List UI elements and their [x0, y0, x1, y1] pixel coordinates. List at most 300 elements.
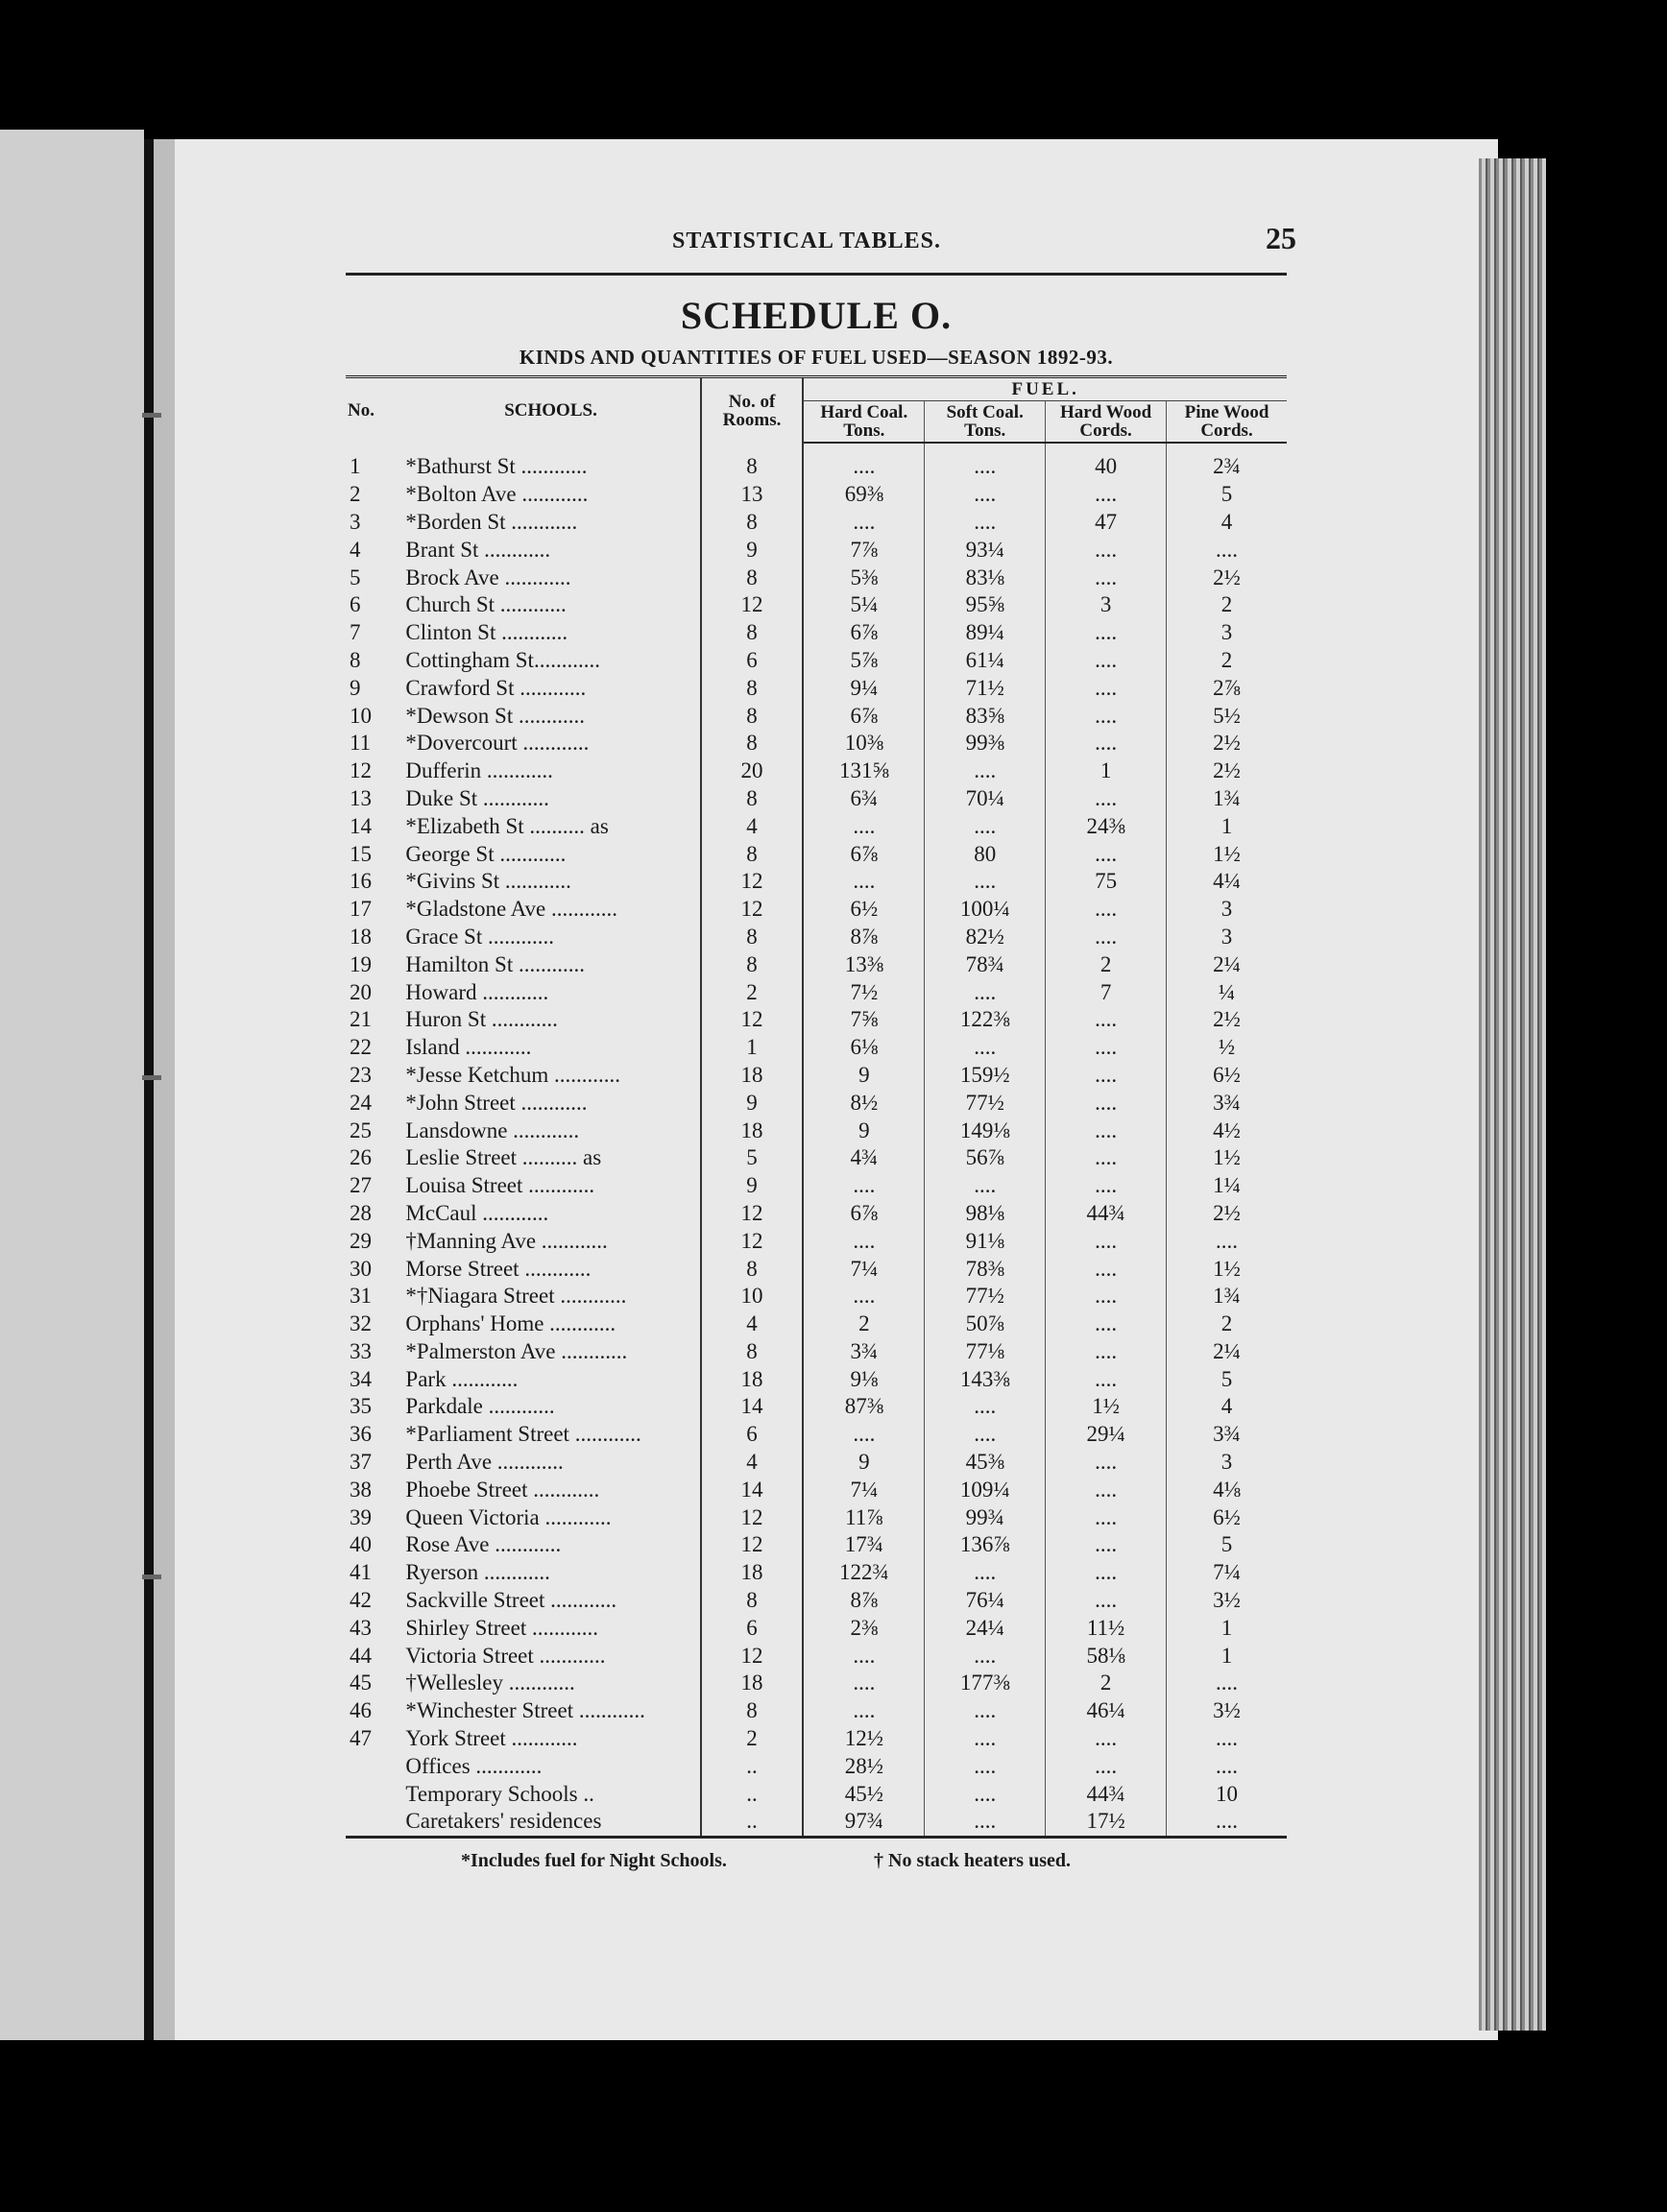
schedule-subtitle: KINDS AND QUANTITIES OF FUEL USED—SEASON 1892-93.	[519, 346, 1114, 369]
hard-coal-tons: 8⅞	[850, 1588, 879, 1613]
row-number: 18	[350, 924, 372, 949]
hard-wood-cords: ....	[1046, 840, 1167, 868]
hard-coal-tons: 122¾	[838, 1560, 889, 1585]
hard-coal-tons: 6½	[850, 897, 879, 922]
pine-wood-cords: 4¼	[1167, 868, 1287, 896]
hard-coal-tons: 7½	[850, 979, 879, 1004]
soft-coal-tons: 56⅞	[925, 1144, 1046, 1172]
soft-coal-tons: 99¾	[925, 1503, 1046, 1531]
hard-wood-cords: ....	[1046, 1365, 1167, 1393]
row-number: 33	[350, 1338, 372, 1363]
soft-coal-tons: 76¼	[925, 1587, 1046, 1615]
row-number: 47	[350, 1726, 372, 1751]
rooms-count: ..	[701, 1780, 804, 1808]
pine-wood-cords: 5	[1167, 1531, 1287, 1559]
table-row	[346, 1365, 1287, 1393]
hard-coal-tons: 9¼	[850, 675, 879, 700]
pine-wood-cords: 3¾	[1167, 1089, 1287, 1117]
hard-coal-tons: ....	[853, 1643, 876, 1668]
pine-wood-cords: 1½	[1167, 840, 1287, 868]
hard-coal-tons: ....	[853, 1671, 876, 1695]
hard-coal-tons: ....	[853, 1698, 876, 1723]
pine-wood-cords: 2	[1167, 591, 1287, 619]
pine-wood-cords: ¼	[1167, 978, 1287, 1006]
soft-coal-tons: 99⅜	[925, 730, 1046, 757]
table-row	[346, 509, 1287, 537]
table-row	[346, 564, 1287, 591]
row-number: 34	[350, 1366, 372, 1391]
school-name: *Borden St ............	[405, 509, 578, 534]
header-pine-wood: Pine Wood Cords.	[1167, 401, 1287, 444]
hard-wood-cords: 2	[1046, 950, 1167, 978]
rooms-count: 4	[701, 1449, 804, 1477]
hard-wood-cords: ....	[1046, 730, 1167, 757]
hard-coal-tons: 9	[858, 1118, 870, 1142]
hard-coal-tons: 7⅝	[850, 1007, 879, 1032]
pine-wood-cords: 10	[1167, 1780, 1287, 1808]
hard-coal-tons: 6⅞	[850, 703, 879, 728]
row-number: 45	[350, 1671, 372, 1695]
row-number	[346, 1808, 401, 1837]
soft-coal-tons: 82½	[925, 924, 1046, 951]
pine-wood-cords: 2	[1167, 647, 1287, 675]
rooms-count: 14	[701, 1393, 804, 1421]
rooms-count: 8	[701, 1697, 804, 1725]
hard-wood-cords: ....	[1046, 1255, 1167, 1283]
rooms-count: ..	[701, 1752, 804, 1780]
rooms-count: 8	[701, 924, 804, 951]
school-name: Victoria Street ............	[405, 1643, 606, 1668]
hard-wood-cords: ....	[1046, 674, 1167, 702]
hard-wood-cords: ....	[1046, 1227, 1167, 1255]
hard-wood-cords: 44¾	[1046, 1780, 1167, 1808]
row-number: 3	[350, 509, 361, 534]
soft-coal-tons: ....	[925, 1697, 1046, 1725]
soft-coal-tons: 89¼	[925, 619, 1046, 647]
table-row	[346, 812, 1287, 840]
row-number: 1	[350, 453, 361, 478]
table-row	[346, 1697, 1287, 1725]
hard-wood-cords: ....	[1046, 1752, 1167, 1780]
row-number: 17	[350, 897, 372, 922]
header-rule	[346, 273, 1287, 276]
hard-coal-tons: 7⅞	[850, 537, 879, 562]
table-row	[346, 1531, 1287, 1559]
hard-wood-cords: ....	[1046, 1338, 1167, 1366]
row-number: 38	[350, 1477, 372, 1502]
pine-wood-cords: 1	[1167, 812, 1287, 840]
soft-coal-tons: 78⅜	[925, 1255, 1046, 1283]
rooms-count: 12	[701, 868, 804, 896]
soft-coal-tons: 50⅞	[925, 1310, 1046, 1338]
hard-coal-tons: 5⅜	[850, 565, 879, 589]
rooms-count: 8	[701, 1338, 804, 1366]
row-number	[346, 1752, 401, 1780]
table-row	[346, 730, 1287, 757]
school-name: *Palmerston Ave ............	[405, 1338, 628, 1363]
hard-wood-cords: ....	[1046, 1476, 1167, 1503]
row-number: 6	[350, 592, 361, 617]
row-number: 37	[350, 1450, 372, 1475]
table-row	[346, 785, 1287, 813]
soft-coal-tons: 100¼	[925, 896, 1046, 924]
hard-coal-tons: 97¾	[844, 1809, 883, 1834]
pine-wood-cords: 3½	[1167, 1697, 1287, 1725]
hard-coal-tons: ....	[853, 509, 876, 534]
school-name: †Wellesley ............	[405, 1671, 575, 1695]
row-number: 32	[350, 1311, 372, 1336]
rooms-count: ..	[701, 1808, 804, 1837]
soft-coal-tons: ....	[925, 1642, 1046, 1670]
hard-coal-tons: 28½	[844, 1753, 883, 1778]
hard-wood-cords: ....	[1046, 1062, 1167, 1090]
table-row	[346, 1006, 1287, 1034]
hard-wood-cords: ....	[1046, 1089, 1167, 1117]
row-number: 19	[350, 951, 372, 976]
rooms-count: 4	[701, 1310, 804, 1338]
soft-coal-tons: ....	[925, 1725, 1046, 1753]
rooms-count: 12	[701, 591, 804, 619]
soft-coal-tons: 143⅜	[925, 1365, 1046, 1393]
binding-stitch	[142, 413, 161, 418]
footnote-stack-heaters: † No stack heaters used.	[874, 1849, 1071, 1871]
school-name: Huron St ............	[405, 1007, 558, 1032]
school-name: Louisa Street ............	[405, 1173, 595, 1198]
table-row	[346, 1670, 1287, 1697]
header-fuel: FUEL.	[803, 377, 1287, 401]
soft-coal-tons: ....	[925, 812, 1046, 840]
school-name: *Winchester Street ............	[405, 1698, 645, 1723]
rooms-count: 8	[701, 950, 804, 978]
hard-coal-tons: 6¾	[850, 785, 879, 810]
row-number: 10	[350, 703, 372, 728]
hard-wood-cords: 17½	[1046, 1808, 1167, 1837]
soft-coal-tons: 93¼	[925, 536, 1046, 564]
soft-coal-tons: 91⅛	[925, 1227, 1046, 1255]
hard-wood-cords: 1½	[1046, 1393, 1167, 1421]
hard-coal-tons: 2	[858, 1311, 870, 1336]
row-number: 24	[350, 1090, 372, 1115]
school-name: Duke St ............	[405, 785, 549, 810]
pine-wood-cords: 1¼	[1167, 1172, 1287, 1200]
row-number: 13	[350, 785, 372, 810]
school-name: Crawford St ............	[405, 675, 587, 700]
rooms-count: 8	[701, 564, 804, 591]
hard-wood-cords: ....	[1046, 1006, 1167, 1034]
hard-coal-tons: ....	[853, 1422, 876, 1447]
row-number: 43	[350, 1615, 372, 1640]
hard-wood-cords: ....	[1046, 1117, 1167, 1144]
hard-coal-tons: 6⅞	[850, 841, 879, 866]
school-name: *Dovercourt ............	[405, 731, 590, 756]
soft-coal-tons: 83⅛	[925, 564, 1046, 591]
rooms-count: 13	[701, 481, 804, 509]
soft-coal-tons: ....	[925, 757, 1046, 785]
binding-stitch	[142, 1575, 161, 1579]
school-name: Temporary Schools ..	[405, 1781, 594, 1806]
table-row	[346, 1421, 1287, 1449]
table-row	[346, 591, 1287, 619]
footnotes	[346, 1850, 1287, 1888]
school-name: Orphans' Home ............	[405, 1311, 616, 1336]
hard-wood-cords: ....	[1046, 1310, 1167, 1338]
table-row	[346, 1062, 1287, 1090]
school-name: Hamilton St ............	[405, 951, 585, 976]
hard-wood-cords: ....	[1046, 1449, 1167, 1477]
hard-wood-cords: ....	[1046, 647, 1167, 675]
hard-wood-cords: ....	[1046, 702, 1167, 730]
rooms-count: 5	[701, 1144, 804, 1172]
hard-coal-tons: 131⅝	[838, 758, 889, 783]
pine-wood-cords: 1	[1167, 1614, 1287, 1642]
hard-coal-tons: 10⅜	[844, 731, 883, 756]
rooms-count: 12	[701, 1006, 804, 1034]
hard-coal-tons: ....	[853, 1284, 876, 1309]
table-row	[346, 647, 1287, 675]
table-row	[346, 674, 1287, 702]
rooms-count: 6	[701, 647, 804, 675]
soft-coal-tons: ....	[925, 1172, 1046, 1200]
soft-coal-tons: 136⅞	[925, 1531, 1046, 1559]
schedule-title: SCHEDULE O.	[680, 294, 953, 337]
school-name: Caretakers' residences	[405, 1809, 602, 1834]
soft-coal-tons: 149⅛	[925, 1117, 1046, 1144]
hard-coal-tons: 7¼	[850, 1477, 879, 1502]
book-gutter	[144, 139, 154, 2040]
row-number: 25	[350, 1118, 372, 1142]
school-name: *†Niagara Street ............	[405, 1284, 627, 1309]
school-name: Rose Ave ............	[405, 1532, 562, 1557]
row-number: 44	[350, 1643, 372, 1668]
rooms-count: 18	[701, 1670, 804, 1697]
rooms-count: 18	[701, 1365, 804, 1393]
rooms-count: 12	[701, 896, 804, 924]
hard-wood-cords: 24⅜	[1046, 812, 1167, 840]
row-number: 7	[350, 620, 361, 645]
header-hard-coal: Hard Coal. Tons.	[803, 401, 924, 444]
soft-coal-tons: 71½	[925, 674, 1046, 702]
pine-wood-cords: 2½	[1167, 1200, 1287, 1228]
row-number: 27	[350, 1173, 372, 1198]
table-row	[346, 1283, 1287, 1310]
rooms-count: 2	[701, 978, 804, 1006]
page-content	[346, 221, 1296, 1888]
soft-coal-tons: 77⅛	[925, 1338, 1046, 1366]
hard-coal-tons: 17¾	[844, 1532, 883, 1557]
school-name: *Bolton Ave ............	[405, 482, 589, 507]
rooms-count: 8	[701, 443, 804, 481]
header-schools: SCHOOLS.	[401, 377, 700, 444]
table-row	[346, 978, 1287, 1006]
header-soft-coal: Soft Coal. Tons.	[925, 401, 1046, 444]
rooms-count: 8	[701, 1255, 804, 1283]
soft-coal-tons: 177⅜	[925, 1670, 1046, 1697]
table-row	[346, 1780, 1287, 1808]
hard-wood-cords: 7	[1046, 978, 1167, 1006]
pine-wood-cords: 3	[1167, 924, 1287, 951]
hard-wood-cords: 2	[1046, 1670, 1167, 1697]
row-number: 31	[350, 1284, 372, 1309]
row-number: 12	[350, 758, 372, 783]
hard-coal-tons: 3¾	[850, 1338, 879, 1363]
school-name: George St ............	[405, 841, 567, 866]
soft-coal-tons: ....	[925, 1393, 1046, 1421]
rooms-count: 12	[701, 1531, 804, 1559]
pine-wood-cords: 3½	[1167, 1587, 1287, 1615]
rooms-count: 4	[701, 812, 804, 840]
row-number: 2	[350, 482, 361, 507]
table-row	[346, 924, 1287, 951]
row-number: 42	[350, 1588, 372, 1613]
hard-wood-cords: ....	[1046, 619, 1167, 647]
pine-wood-cords: ....	[1167, 1227, 1287, 1255]
hard-coal-tons: 6⅛	[850, 1035, 879, 1060]
pine-wood-cords: ....	[1167, 1725, 1287, 1753]
header-hard-wood: Hard Wood Cords.	[1046, 401, 1167, 444]
pine-wood-cords: 4	[1167, 1393, 1287, 1421]
school-name: Shirley Street ............	[405, 1615, 598, 1640]
school-name: *Givins St ............	[405, 869, 571, 894]
soft-coal-tons: 70¼	[925, 785, 1046, 813]
row-number: 39	[350, 1504, 372, 1529]
hard-wood-cords: ....	[1046, 1587, 1167, 1615]
hard-wood-cords: ....	[1046, 896, 1167, 924]
soft-coal-tons: 78¾	[925, 950, 1046, 978]
hard-coal-tons: 9	[858, 1062, 870, 1087]
row-number: 41	[350, 1560, 372, 1585]
school-name: *John Street ............	[405, 1090, 588, 1115]
table-row	[346, 1310, 1287, 1338]
footnote-night-schools: *Includes fuel for Night Schools.	[461, 1849, 727, 1871]
rooms-count: 12	[701, 1227, 804, 1255]
school-name: Phoebe Street ............	[405, 1477, 600, 1502]
pine-wood-cords: 7¼	[1167, 1559, 1287, 1587]
row-number: 9	[350, 675, 361, 700]
rooms-count: 6	[701, 1421, 804, 1449]
pine-wood-cords: 2⅞	[1167, 674, 1287, 702]
soft-coal-tons: 24¼	[925, 1614, 1046, 1642]
school-name: *Gladstone Ave ............	[405, 897, 618, 922]
row-number: 30	[350, 1256, 372, 1281]
soft-coal-tons: ....	[925, 978, 1046, 1006]
hard-wood-cords: ....	[1046, 536, 1167, 564]
school-name: Lansdowne ............	[405, 1118, 580, 1142]
school-name: Leslie Street .......... as	[405, 1145, 602, 1170]
hard-coal-tons: 9	[858, 1450, 870, 1475]
hard-wood-cords: 11½	[1046, 1614, 1167, 1642]
hard-wood-cords: 40	[1046, 443, 1167, 481]
soft-coal-tons: ....	[925, 1421, 1046, 1449]
school-name: Brock Ave ............	[405, 565, 571, 589]
soft-coal-tons: ....	[925, 1752, 1046, 1780]
pine-wood-cords: 6½	[1167, 1062, 1287, 1090]
soft-coal-tons: ....	[925, 1559, 1046, 1587]
hard-wood-cords: 47	[1046, 509, 1167, 537]
hard-coal-tons: ....	[853, 869, 876, 894]
hard-coal-tons: 7¼	[850, 1256, 879, 1281]
school-name: Offices ............	[405, 1753, 543, 1778]
row-number: 46	[350, 1698, 372, 1723]
rooms-count: 20	[701, 757, 804, 785]
table-row	[346, 1503, 1287, 1531]
rooms-count: 8	[701, 840, 804, 868]
book-binding	[154, 139, 175, 2040]
row-number: 15	[350, 841, 372, 866]
left-page-margin	[0, 130, 144, 2040]
page-number: 25	[1266, 221, 1296, 255]
soft-coal-tons: 109¼	[925, 1476, 1046, 1503]
hard-coal-tons: 12½	[844, 1726, 883, 1751]
pine-wood-cords: 2½	[1167, 564, 1287, 591]
rooms-count: 18	[701, 1062, 804, 1090]
hard-wood-cords: ....	[1046, 1725, 1167, 1753]
rooms-count: 1	[701, 1034, 804, 1062]
pine-wood-cords: 1¾	[1167, 785, 1287, 813]
hard-coal-tons: 4¾	[850, 1145, 879, 1170]
rooms-count: 9	[701, 1089, 804, 1117]
pine-wood-cords: 5	[1167, 481, 1287, 509]
row-number: 20	[350, 979, 372, 1004]
school-name: *Bathurst St ............	[405, 453, 588, 478]
header-rooms: No. of Rooms.	[701, 377, 804, 444]
row-number: 5	[350, 565, 361, 589]
row-number: 28	[350, 1200, 372, 1225]
school-name: York Street ............	[405, 1726, 578, 1751]
row-number: 8	[350, 647, 361, 672]
pine-wood-cords: 4	[1167, 509, 1287, 537]
hard-wood-cords: ....	[1046, 1503, 1167, 1531]
table-row	[346, 1476, 1287, 1503]
hard-wood-cords: ....	[1046, 1531, 1167, 1559]
row-number: 23	[350, 1062, 372, 1087]
pine-wood-cords: 2	[1167, 1310, 1287, 1338]
pine-wood-cords: 2½	[1167, 730, 1287, 757]
soft-coal-tons: 98⅛	[925, 1200, 1046, 1228]
soft-coal-tons: 77½	[925, 1089, 1046, 1117]
soft-coal-tons: ....	[925, 443, 1046, 481]
table-row	[346, 536, 1287, 564]
row-number: 22	[350, 1035, 372, 1060]
rooms-count: 9	[701, 536, 804, 564]
table-row	[346, 868, 1287, 896]
pine-wood-cords: 1½	[1167, 1255, 1287, 1283]
table-row	[346, 1393, 1287, 1421]
pine-wood-cords: 2½	[1167, 1006, 1287, 1034]
school-name: Morse Street ............	[405, 1256, 592, 1281]
page-edges	[1479, 158, 1546, 2031]
pine-wood-cords: 5	[1167, 1365, 1287, 1393]
table-row	[346, 1117, 1287, 1144]
hard-coal-tons: 87⅜	[844, 1394, 883, 1419]
row-number: 14	[350, 813, 372, 838]
binding-stitch	[142, 1075, 161, 1080]
pine-wood-cords: 1½	[1167, 1144, 1287, 1172]
hard-coal-tons: ....	[853, 454, 876, 479]
rooms-count: 8	[701, 619, 804, 647]
school-name: Clinton St ............	[405, 620, 568, 645]
hard-coal-tons: 5⅞	[850, 647, 879, 672]
soft-coal-tons: 61¼	[925, 647, 1046, 675]
school-name: Church St ............	[405, 592, 567, 617]
row-number: 21	[350, 1007, 372, 1032]
hard-wood-cords: 75	[1046, 868, 1167, 896]
pine-wood-cords: 3¾	[1167, 1421, 1287, 1449]
pine-wood-cords: 2¾	[1167, 443, 1287, 481]
row-number: 16	[350, 869, 372, 894]
table-bottom-rule	[346, 1837, 1287, 1842]
rooms-count: 8	[701, 702, 804, 730]
hard-coal-tons: ....	[853, 1228, 876, 1253]
